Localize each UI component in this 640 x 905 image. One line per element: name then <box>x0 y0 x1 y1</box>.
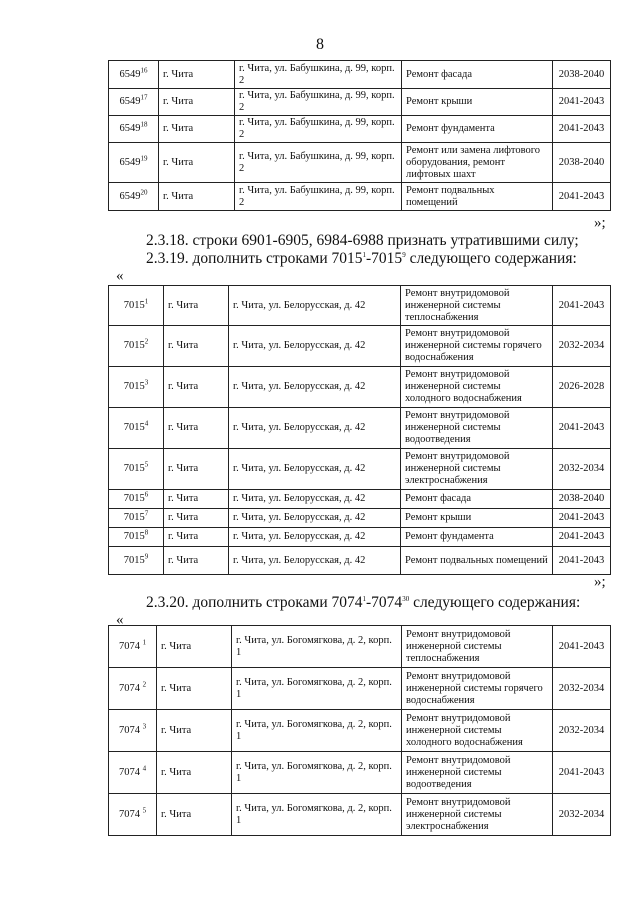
row-number: 6549$^{20}$ <box>109 183 159 211</box>
table-6549 <box>108 60 611 211</box>
years-cell: 2032-2034 <box>553 668 611 710</box>
table-row <box>109 367 611 408</box>
paragraph-2-3-19: 2.3.19. дополнить строками 7015$^1$-7015$^9$ следующего содержания: <box>146 250 577 267</box>
work-cell: Ремонт фасада <box>402 61 553 89</box>
table-row <box>109 626 611 668</box>
work-cell: Ремонт внутридомовой инженерной системы холодного водоснабжения <box>401 367 553 408</box>
address-cell: г. Чита, ул. Белорусская, д. 42 <box>229 490 401 509</box>
city-cell: г. Чита <box>159 116 235 143</box>
address-cell: г. Чита, ул. Белорусская, д. 42 <box>229 326 401 367</box>
address-cell: г. Чита, ул. Бабушкина, д. 99, корп. 2 <box>235 89 402 116</box>
work-cell: Ремонт внутридомовой инженерной системы теплоснабжения <box>402 626 553 668</box>
work-cell: Ремонт внутридомовой инженерной системы электроснабжения <box>401 449 553 490</box>
paragraph-2-3-18: 2.3.18. строки 6901-6905, 6984-6988 признать утратившими силу; <box>146 232 579 249</box>
table-row <box>109 183 611 211</box>
years-cell: 2041-2043 <box>553 89 611 116</box>
years-cell: 2038-2040 <box>553 61 611 89</box>
table-row <box>109 509 611 528</box>
row-number: 6549$^{16}$ <box>109 61 159 89</box>
address-cell: г. Чита, ул. Богомягкова, д. 2, корп. 1 <box>232 668 402 710</box>
table-row <box>109 547 611 575</box>
row-number: 7015$^9$ <box>109 547 164 575</box>
table-7074 <box>108 625 611 836</box>
table-row <box>109 286 611 326</box>
row-number: 7015$^2$ <box>109 326 164 367</box>
table-row <box>109 116 611 143</box>
city-cell: г. Чита <box>159 183 235 211</box>
row-number: 7074 $^4$ <box>109 752 157 794</box>
years-cell: 2041-2043 <box>553 183 611 211</box>
work-cell: Ремонт фундамента <box>402 116 553 143</box>
row-number: 6549$^{19}$ <box>109 143 159 183</box>
years-cell: 2041-2043 <box>553 528 611 547</box>
row-number: 7074 $^2$ <box>109 668 157 710</box>
address-cell: г. Чита, ул. Бабушкина, д. 99, корп. 2 <box>235 183 402 211</box>
work-cell: Ремонт фундамента <box>401 528 553 547</box>
table-row <box>109 752 611 794</box>
city-cell: г. Чита <box>157 626 232 668</box>
row-number: 7074 $^5$ <box>109 794 157 836</box>
years-cell: 2041-2043 <box>553 626 611 668</box>
table-7015 <box>108 285 611 575</box>
work-cell: Ремонт крыши <box>402 89 553 116</box>
work-cell: Ремонт подвальных помещений <box>402 183 553 211</box>
opening-quote: « <box>116 268 124 284</box>
address-cell: г. Чита, ул. Белорусская, д. 42 <box>229 286 401 326</box>
years-cell: 2026-2028 <box>553 367 611 408</box>
address-cell: г. Чита, ул. Белорусская, д. 42 <box>229 509 401 528</box>
address-cell: г. Чита, ул. Бабушкина, д. 99, корп. 2 <box>235 61 402 89</box>
row-number: 7015$^5$ <box>109 449 164 490</box>
city-cell: г. Чита <box>164 490 229 509</box>
city-cell: г. Чита <box>164 367 229 408</box>
work-cell: Ремонт подвальных помещений <box>401 547 553 575</box>
closing-quote: »; <box>594 574 606 590</box>
years-cell: 2032-2034 <box>553 794 611 836</box>
years-cell: 2038-2040 <box>553 143 611 183</box>
row-number: 7015$^4$ <box>109 408 164 449</box>
years-cell: 2032-2034 <box>553 710 611 752</box>
city-cell: г. Чита <box>157 668 232 710</box>
table-row <box>109 449 611 490</box>
work-cell: Ремонт или замена лифтового оборудования, ремонт лифтовых шахт <box>402 143 553 183</box>
city-cell: г. Чита <box>157 710 232 752</box>
address-cell: г. Чита, ул. Белорусская, д. 42 <box>229 547 401 575</box>
table-row <box>109 528 611 547</box>
row-number: 7074 $^1$ <box>109 626 157 668</box>
address-cell: г. Чита, ул. Богомягкова, д. 2, корп. 1 <box>232 794 402 836</box>
city-cell: г. Чита <box>159 143 235 183</box>
years-cell: 2041-2043 <box>553 116 611 143</box>
city-cell: г. Чита <box>157 752 232 794</box>
table-row <box>109 794 611 836</box>
years-cell: 2038-2040 <box>553 490 611 509</box>
address-cell: г. Чита, ул. Богомягкова, д. 2, корп. 1 <box>232 752 402 794</box>
work-cell: Ремонт внутридомовой инженерной системы горячего водоснабжения <box>401 326 553 367</box>
row-number: 7015$^7$ <box>109 509 164 528</box>
row-number: 6549$^{18}$ <box>109 116 159 143</box>
opening-quote: « <box>116 612 124 628</box>
work-cell: Ремонт внутридомовой инженерной системы электроснабжения <box>402 794 553 836</box>
work-cell: Ремонт фасада <box>401 490 553 509</box>
row-number: 7015$^3$ <box>109 367 164 408</box>
table-row <box>109 490 611 509</box>
table-row <box>109 326 611 367</box>
years-cell: 2041-2043 <box>553 752 611 794</box>
work-cell: Ремонт внутридомовой инженерной системы холодного водоснабжения <box>402 710 553 752</box>
address-cell: г. Чита, ул. Бабушкина, д. 99, корп. 2 <box>235 143 402 183</box>
work-cell: Ремонт внутридомовой инженерной системы водоотведения <box>401 408 553 449</box>
city-cell: г. Чита <box>164 449 229 490</box>
work-cell: Ремонт крыши <box>401 509 553 528</box>
table-row <box>109 143 611 183</box>
years-cell: 2041-2043 <box>553 286 611 326</box>
city-cell: г. Чита <box>164 547 229 575</box>
years-cell: 2041-2043 <box>553 408 611 449</box>
address-cell: г. Чита, ул. Белорусская, д. 42 <box>229 408 401 449</box>
city-cell: г. Чита <box>157 794 232 836</box>
row-number: 7015$^8$ <box>109 528 164 547</box>
address-cell: г. Чита, ул. Белорусская, д. 42 <box>229 528 401 547</box>
city-cell: г. Чита <box>164 326 229 367</box>
work-cell: Ремонт внутридомовой инженерной системы водоотведения <box>402 752 553 794</box>
row-number: 7074 $^3$ <box>109 710 157 752</box>
table-row <box>109 89 611 116</box>
address-cell: г. Чита, ул. Белорусская, д. 42 <box>229 449 401 490</box>
table-row <box>109 408 611 449</box>
row-number: 7015$^6$ <box>109 490 164 509</box>
address-cell: г. Чита, ул. Богомягкова, д. 2, корп. 1 <box>232 626 402 668</box>
closing-quote: »; <box>594 215 606 231</box>
years-cell: 2032-2034 <box>553 449 611 490</box>
city-cell: г. Чита <box>159 89 235 116</box>
years-cell: 2041-2043 <box>553 509 611 528</box>
years-cell: 2041-2043 <box>553 547 611 575</box>
city-cell: г. Чита <box>164 286 229 326</box>
city-cell: г. Чита <box>164 408 229 449</box>
work-cell: Ремонт внутридомовой инженерной системы теплоснабжения <box>401 286 553 326</box>
address-cell: г. Чита, ул. Бабушкина, д. 99, корп. 2 <box>235 116 402 143</box>
table-row <box>109 710 611 752</box>
city-cell: г. Чита <box>164 509 229 528</box>
row-number: 6549$^{17}$ <box>109 89 159 116</box>
page-number: 8 <box>316 36 324 53</box>
row-number: 7015$^1$ <box>109 286 164 326</box>
work-cell: Ремонт внутридомовой инженерной системы горячего водоснабжения <box>402 668 553 710</box>
city-cell: г. Чита <box>164 528 229 547</box>
address-cell: г. Чита, ул. Богомягкова, д. 2, корп. 1 <box>232 710 402 752</box>
years-cell: 2032-2034 <box>553 326 611 367</box>
city-cell: г. Чита <box>159 61 235 89</box>
address-cell: г. Чита, ул. Белорусская, д. 42 <box>229 367 401 408</box>
table-row <box>109 668 611 710</box>
table-row <box>109 61 611 89</box>
paragraph-2-3-20: 2.3.20. дополнить строками 7074$^1$-7074$^{30}$ следующего содержания: <box>146 594 581 611</box>
